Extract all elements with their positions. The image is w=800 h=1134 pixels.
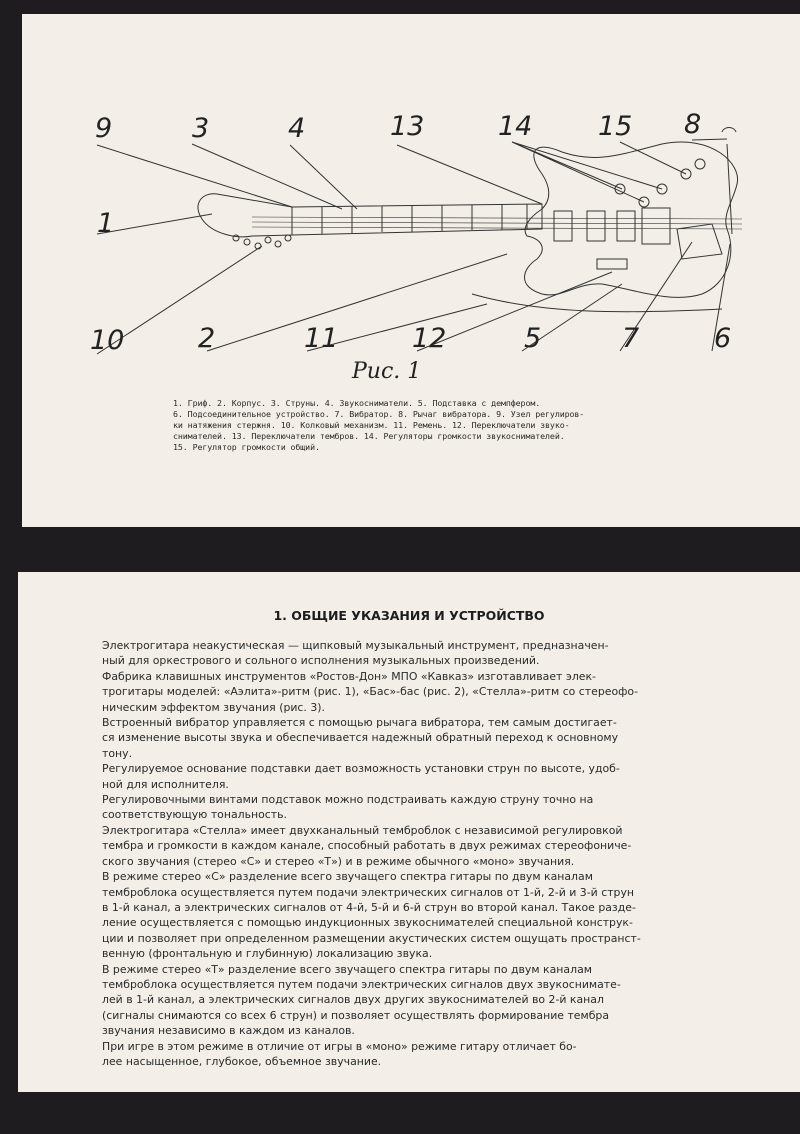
label-12: 12 [412, 323, 447, 354]
text-line: Регулировочными винтами подставок можно подстраивать каждую струну точно на [102, 793, 594, 807]
legend-line: ки натяжения стержня. 10. Колковый механизм. 11. Ремень. 12. Переключатели звуко- [173, 420, 570, 430]
text-line: в 1-й канал, а электрических сигналов от 4-й, 5-й и 6-й струн во второй канал. Такое разде- [102, 900, 636, 914]
text-line: ническим эффектом звучания (рис. 3). [102, 700, 325, 714]
text-line: Фабрика клавишных инструментов «Ростов-Дон» МПО «Кавказ» изготавливает элек- [102, 669, 596, 683]
text-line: соответствующую тональность. [102, 808, 287, 822]
text-line: Регулируемое основание подставки дает возможность установки струн по высоте, удоб- [102, 762, 620, 776]
label-10: 10 [90, 325, 125, 356]
text-line: лее насыщенное, глубокое, объемное звучание. [102, 1054, 382, 1068]
legend-line: 6. Подсоединительное устройство. 7. Вибратор. 8. Рычаг вибратора. 9. Узел регулиров- [173, 409, 585, 419]
text-line: Электрогитара «Стелла» имеет двухканальный темброблок с независимой регулировкой [102, 823, 623, 837]
label-5: 5 [524, 323, 542, 354]
label-15: 15 [598, 111, 633, 142]
text-line: ление осуществляется с помощью индукционных звукоснимателей специальной конструк- [102, 916, 633, 930]
label-9: 9 [95, 113, 113, 144]
label-14: 14 [498, 111, 533, 142]
figure-legend [173, 398, 693, 453]
text-line: ского звучания (стерео «С» и стерео «Т») и в режиме обычного «моно» звучания. [102, 854, 575, 868]
legend-line: 15. Регулятор громкости общий. [173, 442, 320, 452]
section-body [102, 638, 730, 1069]
label-3: 3 [192, 113, 210, 144]
text-line: темброблока осуществляется путем подачи электрических сигналов от 1-й, 2-й и 3-й струн [102, 885, 635, 899]
label-1: 1 [97, 208, 115, 239]
label-8: 8 [684, 109, 702, 140]
text-line: темброблока осуществляется путем подачи электрических сигналов двух звукоснимате- [102, 977, 621, 991]
label-11: 11 [304, 323, 339, 354]
label-2: 2 [198, 323, 216, 354]
label-7: 7 [622, 323, 640, 354]
text-line: звучания независимо в каждом из каналов. [102, 1024, 355, 1038]
text-line: венную (фронтальную и глубинную) локализацию звука. [102, 947, 433, 961]
section-title: 1. ОБЩИЕ УКАЗАНИЯ И УСТРОЙСТВО [273, 608, 545, 623]
text-line: ный для оркестрового и сольного исполнения музыкальных произведений. [102, 654, 540, 668]
text-line: ся изменение высоты звука и обеспечивается надежный обратный переход к основному [102, 731, 619, 745]
legend-line: 1. Гриф. 2. Корпус. 3. Струны. 4. Звукосниматели. 5. Подставка с демпфером. [173, 398, 541, 408]
text-line: В режиме стерео «С» разделение всего звучащего спектра гитары по двум каналам [102, 870, 593, 884]
guitar-diagram [22, 14, 800, 398]
label-4: 4 [288, 113, 306, 144]
text-line: ции и позволяет при определенном размещении акустических систем ощущать пространст- [102, 931, 641, 945]
label-13: 13 [390, 111, 425, 142]
text-line: тону. [102, 746, 133, 760]
text-line: (сигналы снимаются со всех 6 струн) и позволяет осуществлять формирование тембра [102, 1008, 610, 1022]
text-line: трогитары моделей: «Аэлита»-ритм (рис. 1), «Бас»-бас (рис. 2), «Стелла»-ритм со стереофо- [102, 685, 639, 699]
text-page [18, 572, 800, 1092]
text-line: Электрогитара неакустическая — щипковый музыкальный инструмент, предназначен- [102, 639, 609, 652]
text-line: При игре в этом режиме в отличие от игры в «моно» режиме гитару отличает бо- [102, 1039, 577, 1053]
text-line: Встроенный вибратор управляется с помощью рычага вибратора, тем самым достигает- [102, 716, 617, 730]
figure-page [22, 14, 800, 527]
label-6: 6 [714, 323, 732, 354]
text-line: тембра и громкости в каждом канале, способный работать в двух режимах стереофониче- [102, 839, 632, 853]
text-line: В режиме стерео «Т» разделение всего звучащего спектра гитары по двум каналам [102, 962, 592, 976]
figure-caption: Рис. 1 [352, 359, 422, 384]
legend-line: снимателей. 13. Переключатели тембров. 14. Регуляторы громкости звукоснимателей. [173, 431, 565, 441]
text-line: ной для исполнителя. [102, 777, 229, 791]
text-line: лей в 1-й канал, а электрических сигналов двух других звукоснимателей во 2-й канал [102, 993, 604, 1007]
